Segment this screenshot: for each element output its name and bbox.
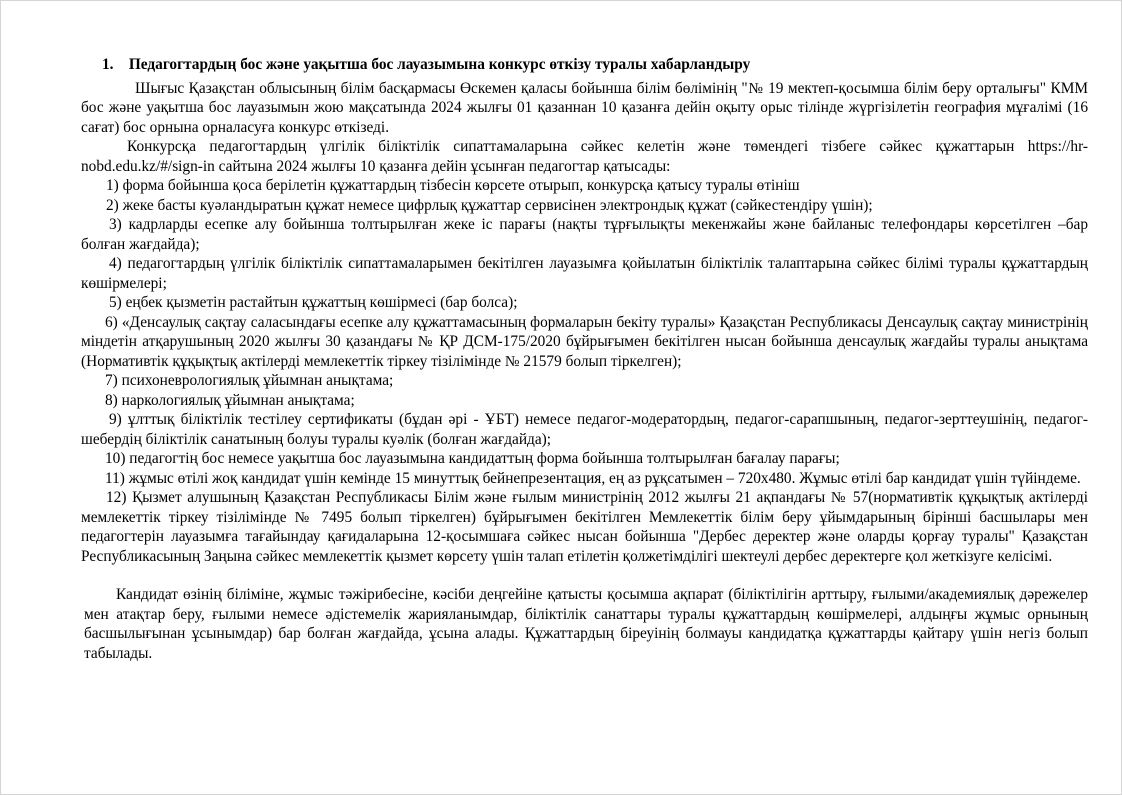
list-item-11: 11) жұмыс өтілі жоқ кандидат үшін кемінде 15 минуттық бейнепрезентация, ең аз рұқсатымен – 720x480. Жұмыс өтілі бар кандидат үшін түйіндеме. — [105, 469, 1081, 487]
list-item-2: 2) жеке басты куәландыратын құжат немесе цифрлық құжаттар сервисінен электрондық құжат (сәйкестендіру үшін); — [106, 196, 873, 214]
closing-text: Кандидат өзінің біліміне, жұмыс тәжірибесіне, кәсіби деңгейіне қатысты қосымша ақпарат (біліктілігін арттыру, ғылыми/академиялық дәрежелер мен атақтар беру, ғылыми немесе әдістемелік жарияланымдар, біліктілік санаттары туралы құжаттардың көшірмелері, алдыңғы жұмыс орнының басшылығынан ұсынымдар) бар болған жағдайда, ұсына алады. Құжаттардың біреуінің болмауы кандидатқа құжаттарды қайтару үшін негіз болып табылады. — [84, 586, 1088, 662]
list-item-1: 1) форма бойынша қоса берілетін құжаттардың тізбесін көрсете отырып, конкурсқа қатысу туралы өтініш — [106, 177, 800, 194]
list-item-5: 5) еңбек қызметін растайтын құжаттың көшірмесі (бар болса); — [109, 294, 518, 311]
section-number: 1. — [102, 56, 114, 73]
closing-paragraph — [81, 585, 1088, 663]
list-item-10: 10) педагогтің бос немесе уақытша бос лауазымына кандидаттың форма бойынша толтырылған бағалау парағы; — [105, 450, 840, 467]
document-body — [81, 55, 1088, 663]
section-title: Педагогтардың бос және уақытша бос лауазымына конкурс өткізу туралы хабарландыру — [128, 56, 751, 73]
list-item-3: 3) кадрларды есепке алу бойынша толтырылған жеке іс парағы (нақты тұрғылықты мекенжайы және байланыс телефондары көрсетілген –бар болған жағдайда); — [81, 216, 1088, 253]
list-item-4: 4) педагогтардың үлгілік біліктілік сипаттамаларымен бекітілген лауазымға қойылатын біліктілік талаптарына сәйкес білімі туралы құжаттардың көшірмелері; — [81, 255, 1088, 292]
paragraph-gap — [81, 566, 1088, 585]
list-item-7: 7) психоневрологиялық ұйымнан анықтама; — [105, 372, 394, 389]
intro-paragraph: Шығыс Қазақстан облысының білім басқармасы Өскемен қаласы бойынша білім бөлімінің "№ 19 мектеп-қосымша білім беру орталығы" КММ бос және уақытша бос лауазымын жою мақсатында 2024 жылғы 01 қазаннан 10 қазанға дейін оқыту орыс тілінде жүргізілетін география мұғалімі (16 сағат) бос орнына орналасуға конкурс өткізеді. — [81, 79, 1088, 136]
list-item-6: 6) «Денсаулық сақтау саласындағы есепке алу құжаттамасының формаларын бекіту туралы» Қазақстан Республикасы Денсаулық сақтау министрінің міндетін атқарушының 2020 жылғы 30 қазандағы № ҚР ДСМ-175/2020 бұйрығымен бекітілген нысан бойынша денсаулық жағдайы туралы анықтама (Нормативтік құқықтық актілерді мемлекеттік тіркеу тізілімінде № 21579 болып тіркелген); — [81, 313, 1088, 370]
section-heading — [81, 55, 1088, 75]
list-item-12: 12) Қызмет алушының Қазақстан Республикасы Білім және ғылым министрінің 2012 жылғы 21 ақпандағы № 57(нормативтік құқықтық актілерді мемлекеттік тіркеу тізілімінде № 7495 болып тіркелген) бұйрығымен бекітілген Мемлекеттік білім беру ұйымдарының бірінші басшылары мен педагогтерін лауазымға тағайындау қағидаларына 12-қосымшаға сәйкес нысан бойынша "Дербес деректер және оларды қорғау туралы" Қазақстан Республикасының Заңына сәйкес мемлекеттік қызмет көрсету үшін талап етілетін қолжетімділігі шектеулі дербес деректерге қол жеткізуге келісімі. — [81, 489, 1088, 565]
requirements-intro-paragraph: Конкурсқа педагогтардың үлгілік біліктілік сипаттамаларына сәйкес келетін және төмендегі тізбеге сәйкес құжаттарын https://hr-nobd.edu.kz/#/sign-in сайтына 2024 жылғы 10 қазанға дейін ұсынған педагогтар қатысады: — [81, 138, 1088, 175]
list-item-9: 9) ұлттық біліктілік тестілеу сертификаты (бұдан әрі - ҰБТ) немесе педагог-модератордың, педагог-сарапшының, педагог-зерттеушінің, педагог-шебердің біліктілік санатының болуы туралы куәлік (болған жағдайда); — [81, 411, 1088, 448]
list-item-8: 8) наркологиялық ұйымнан анықтама; — [105, 391, 355, 409]
